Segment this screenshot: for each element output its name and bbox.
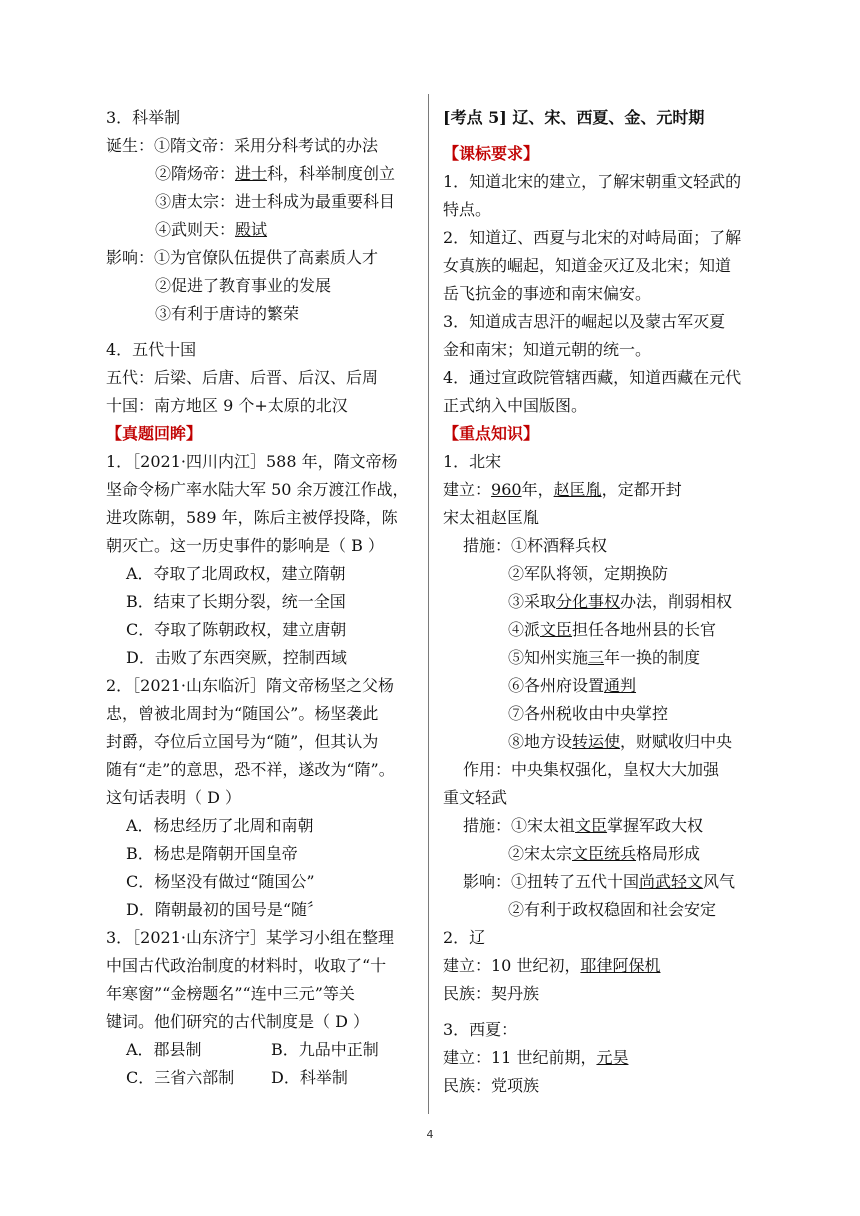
q2-option: A．杨忠经历了北周和南朝 xyxy=(126,816,314,835)
beisong-measure: ⑥各州府设置通判 xyxy=(508,676,637,695)
q3-options-row-2 xyxy=(106,1064,416,1092)
q1-option: D．击败了东西突厥，控制西域 xyxy=(126,648,347,667)
keju-birth-4: ④武则天：殿试 xyxy=(155,220,268,239)
keju-impact-1: 影响：①为官僚队伍提供了高素质人才 xyxy=(106,248,379,267)
q3-line: 中国古代政治制度的材料时，收取了“十 xyxy=(106,956,387,975)
wudai-title: 4．五代十国 xyxy=(106,340,197,359)
q1-line: 进攻陈朝，589 年，陈后主被俘投降，陈 xyxy=(106,508,398,527)
xixia-people: 民族：党项族 xyxy=(443,1076,540,1095)
q2-line: 随有“走”的意思，恐不祥，遂改为“隋”。 xyxy=(106,760,395,779)
zhongwen-measure: ②宋太宗文臣统兵格局形成 xyxy=(508,844,701,863)
liao-people: 民族：契丹族 xyxy=(443,984,540,1003)
review-header: 【真题回眸】 xyxy=(106,424,203,443)
q1-line: 朝灭亡。这一历史事件的影响是（ B ） xyxy=(106,536,384,555)
wudai-line-1: 五代：后梁、后唐、后晋、后汉、后周 xyxy=(106,368,379,387)
liao-established: 建立：10 世纪初，耶律阿保机 xyxy=(443,956,661,975)
wudai-line-2: 十国：南方地区 9 个+太原的北汉 xyxy=(106,396,348,415)
q3-option: C．三省六部制 xyxy=(126,1068,235,1087)
page-number: 4 xyxy=(426,1128,434,1141)
beisong-taizu: 宋太祖赵匡胤 xyxy=(443,508,540,527)
beisong-measure: ②军队将领，定期换防 xyxy=(508,564,669,583)
beisong-measure: ③采取分化事权办法，削弱相权 xyxy=(508,592,733,611)
q1-option: B．结束了长期分裂，统一全国 xyxy=(126,592,346,611)
zhongwen-measure: 措施：①宋太祖文臣掌握军政大权 xyxy=(463,816,704,835)
keju-birth-3: ③唐太宗：进士科成为最重要科目 xyxy=(155,192,396,211)
beisong-measure: ⑦各州税收由中央掌控 xyxy=(508,704,669,723)
beisong-title: 1．北宋 xyxy=(443,452,502,471)
q3-line: 3．［2021·山东济宁］某学习小组在整理 xyxy=(106,928,394,947)
section-title: [考点 5] 辽、宋、西夏、金、元时期 xyxy=(443,108,705,127)
left-column xyxy=(106,104,416,1092)
liao-title: 2．辽 xyxy=(443,928,486,947)
xixia-established: 建立：11 世纪前期，元昊 xyxy=(443,1048,629,1067)
q3-option: B．九品中正制 xyxy=(271,1040,379,1059)
keju-impact-3: ③有利于唐诗的繁荣 xyxy=(155,304,300,323)
standards-line: 金和南宋；知道元朝的统一。 xyxy=(443,340,652,359)
q3-option: D．科举制 xyxy=(271,1068,348,1087)
keju-birth-1: 诞生：①隋文帝：采用分科考试的办法 xyxy=(106,136,379,155)
key-knowledge-header: 【重点知识】 xyxy=(443,424,540,443)
q2-option: B．杨忠是隋朝开国皇帝 xyxy=(126,844,298,863)
keju-impact-2: ②促进了教育事业的发展 xyxy=(155,276,332,295)
beisong-measure: ⑧地方设转运使，财赋收归中央 xyxy=(508,732,733,751)
right-column xyxy=(443,104,763,1100)
beisong-effect: 作用：中央集权强化，皇权大大加强 xyxy=(463,760,720,779)
q2-option: D．隋朝最初的国号是“随〞 xyxy=(126,900,324,919)
q3-options-row-1 xyxy=(106,1036,416,1064)
underlined-term: 殿试 xyxy=(235,220,268,239)
zhongwen-title: 重文轻武 xyxy=(443,788,508,807)
keju-birth-2: ②隋炀帝：进士科，科举制度创立 xyxy=(155,164,396,183)
q3-line: 年寒窗”“金榜题名”“连中三元”等关 xyxy=(106,984,355,1003)
beisong-measure: ⑤知州实施三年一换的制度 xyxy=(508,648,701,667)
standards-line: 正式纳入中国版图。 xyxy=(443,396,588,415)
standards-line: 女真族的崛起，知道金灭辽及北宋；知道 xyxy=(443,256,732,275)
q3-line: 键词。他们研究的古代制度是（ D ） xyxy=(106,1012,370,1031)
column-divider xyxy=(428,94,429,1114)
q1-line: 1．［2021·四川内江］588 年，隋文帝杨 xyxy=(106,452,398,471)
q1-option: A．夺取了北周政权，建立隋朝 xyxy=(126,564,346,583)
q1-line: 坚命令杨广率水陆大军 50 余万渡江作战， xyxy=(106,480,409,499)
standards-line: 1．知道北宋的建立，了解宋朝重文轻武的 xyxy=(443,172,742,191)
standards-line: 岳飞抗金的事迹和南宋偏安。 xyxy=(443,284,652,303)
q2-line: 这句话表明（ D ） xyxy=(106,788,242,807)
standards-line: 3．知道成吉思汗的崛起以及蒙古军灭夏 xyxy=(443,312,726,331)
q2-line: 封爵，夺位后立国号为“随”，但其认为 xyxy=(106,732,379,751)
beisong-measure: ④派文臣担任各地州县的长官 xyxy=(508,620,717,639)
beisong-established: 建立：960年，赵匡胤，定都开封 xyxy=(443,480,682,499)
q3-option: A．郡县制 xyxy=(126,1040,202,1059)
underlined-term: 进士 xyxy=(235,164,268,183)
standards-line: 2．知道辽、西夏与北宋的对峙局面；了解 xyxy=(443,228,742,247)
beisong-measure: 措施：①杯酒释兵权 xyxy=(463,536,608,555)
keju-title: 3．科举制 xyxy=(106,108,181,127)
zhongwen-impact: ②有利于政权稳固和社会安定 xyxy=(508,900,717,919)
xixia-title: 3．西夏： xyxy=(443,1020,518,1039)
standards-header: 【课标要求】 xyxy=(443,144,540,163)
q2-option: C．杨坚没有做过“随国公” xyxy=(126,872,315,891)
q2-line: 2．［2021·山东临沂］隋文帝杨坚之父杨 xyxy=(106,676,394,695)
q2-line: 忠，曾被北周封为“随国公”。杨坚袭此 xyxy=(106,704,379,723)
standards-line: 4．通过宣政院管辖西藏，知道西藏在元代 xyxy=(443,368,742,387)
zhongwen-impact: 影响：①扭转了五代十国尚武轻文风气 xyxy=(463,872,736,891)
standards-line: 特点。 xyxy=(443,200,492,219)
q1-option: C．夺取了陈朝政权，建立唐朝 xyxy=(126,620,347,639)
